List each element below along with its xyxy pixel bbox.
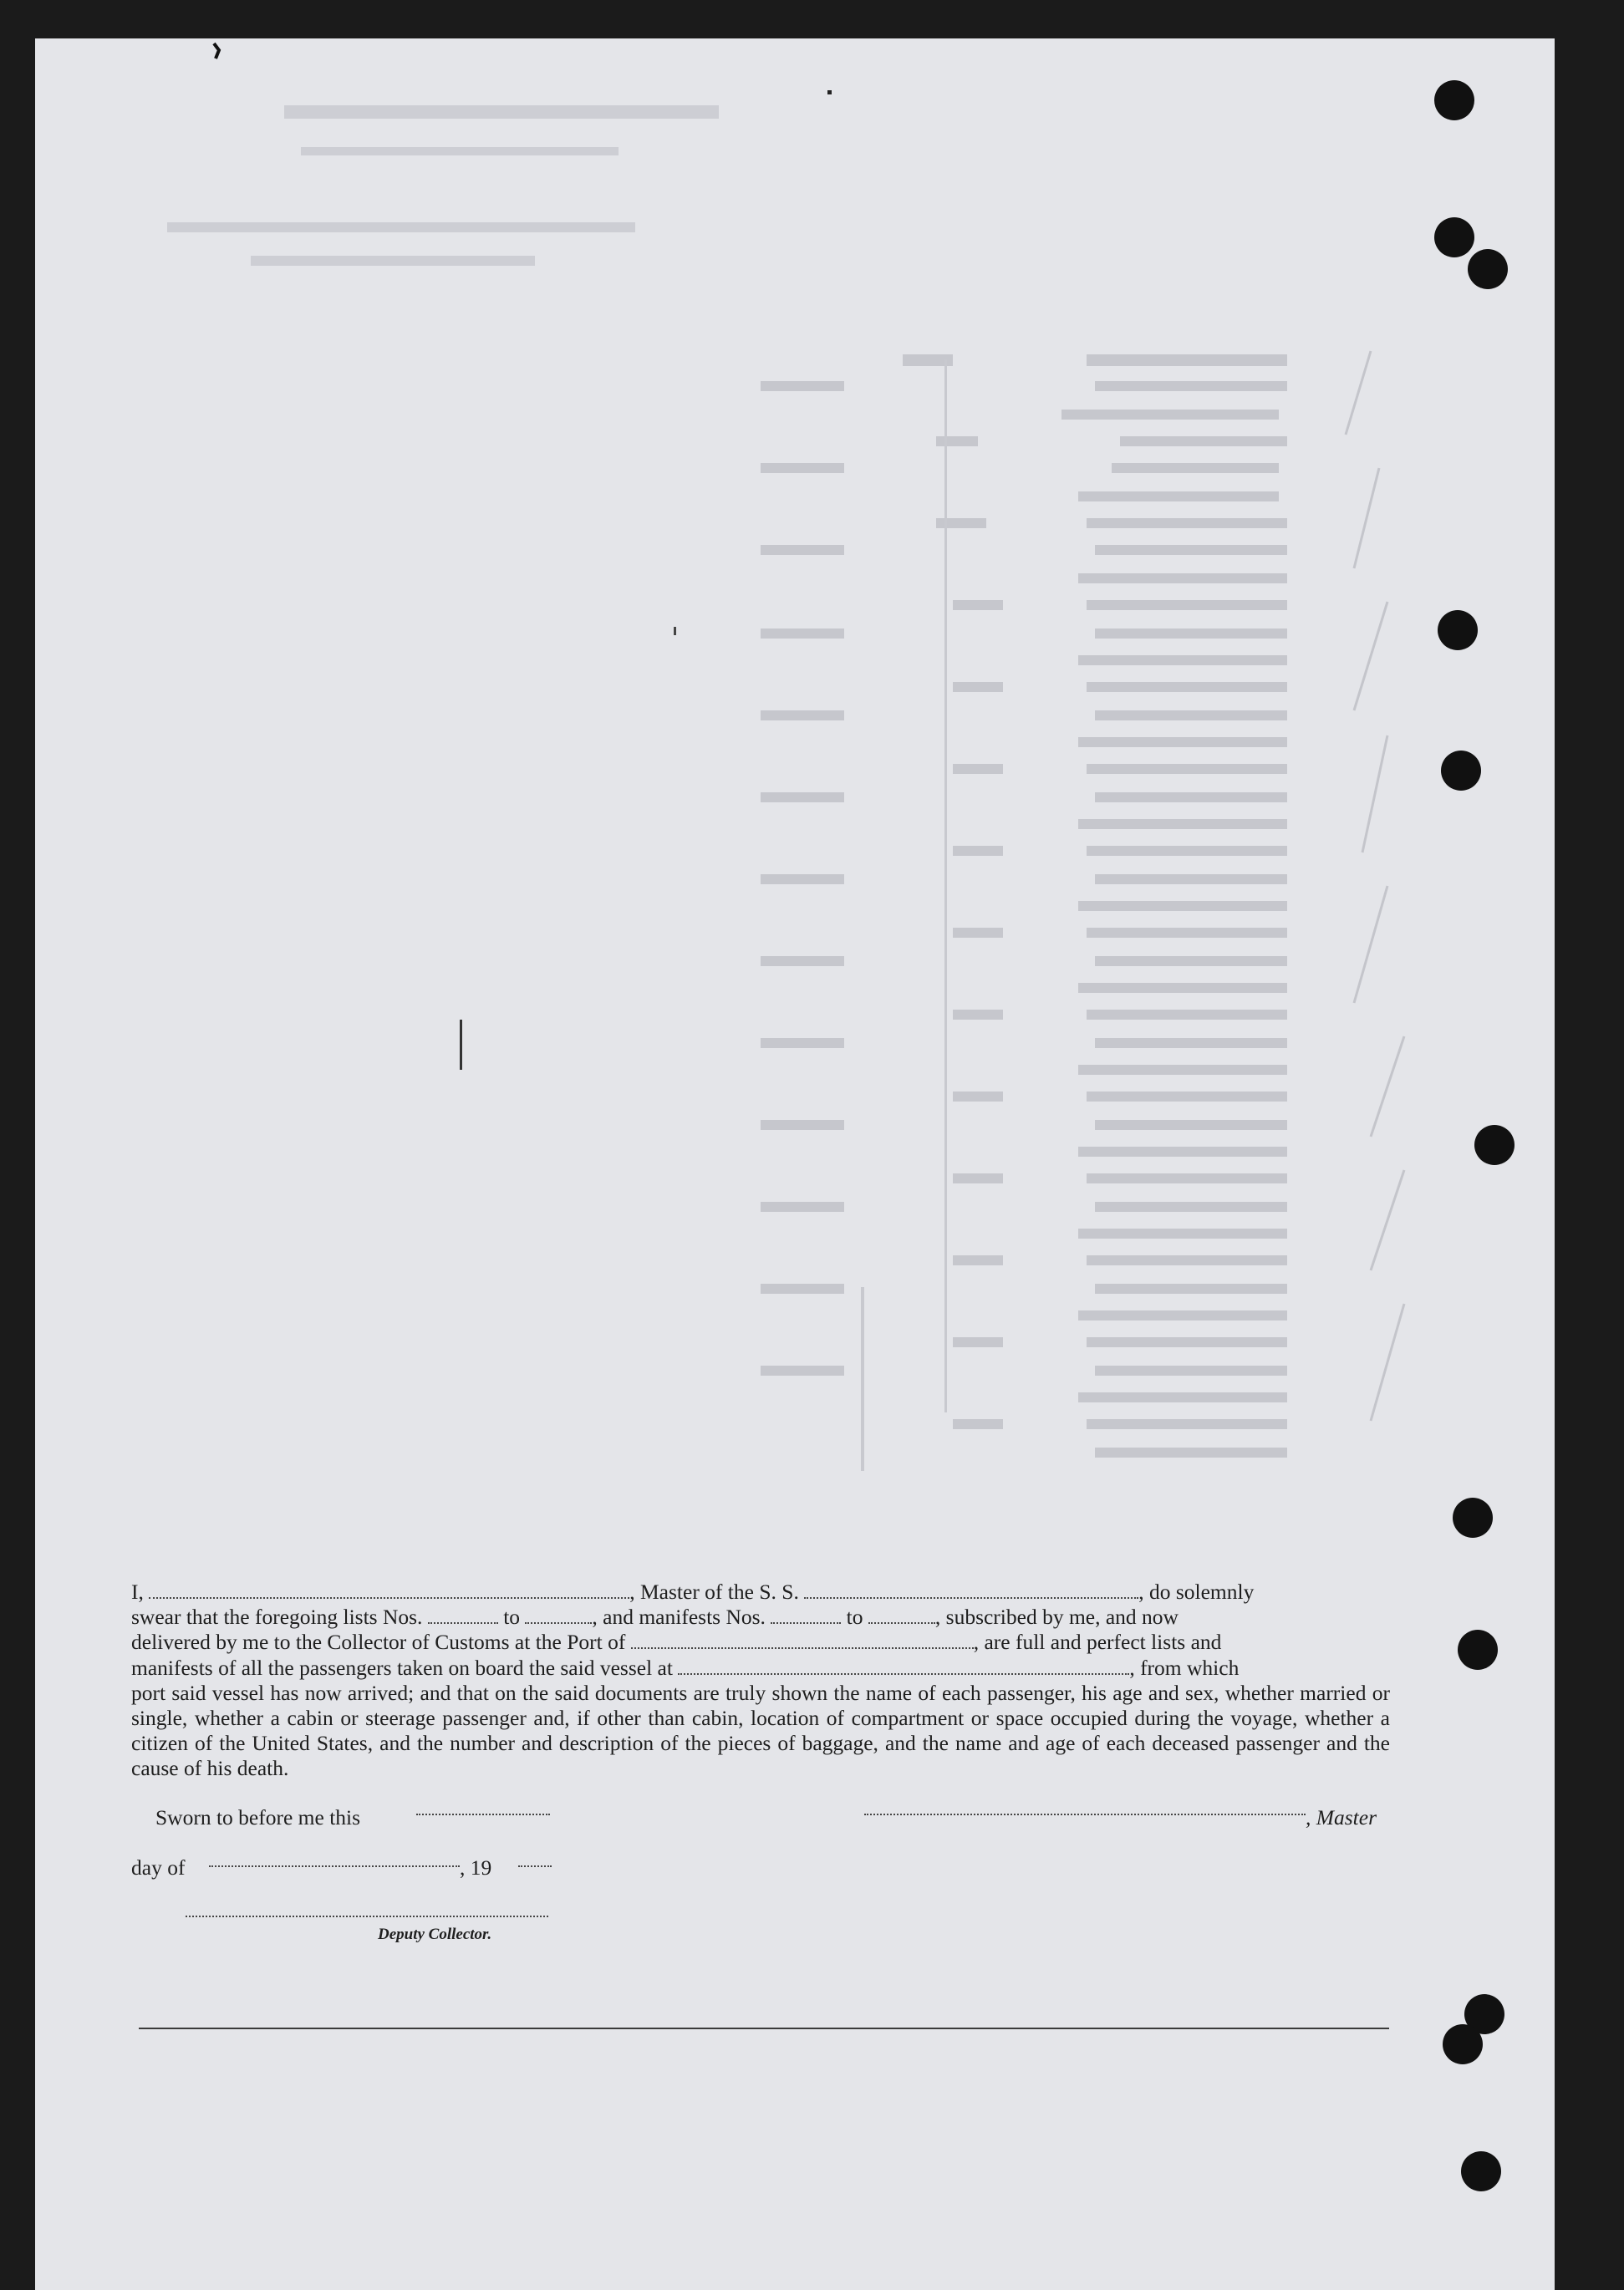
year-prefix-text: , 19 <box>460 1855 492 1880</box>
oath-line-4 <box>131 1656 1390 1681</box>
departure-port-blank <box>678 1658 1129 1675</box>
lists-nos-text: swear that the foregoing lists Nos. <box>131 1605 423 1630</box>
day-of-text: day of <box>131 1855 186 1880</box>
year-blank <box>518 1865 552 1867</box>
to-text: to <box>846 1605 863 1630</box>
deputy-signature-line <box>186 1916 548 1917</box>
master-name-blank <box>149 1582 629 1599</box>
full-perfect-text: , are full and perfect lists and <box>973 1630 1222 1655</box>
month-blank <box>209 1865 460 1867</box>
port-blank <box>631 1632 974 1649</box>
lists-from-blank <box>428 1607 498 1624</box>
oath-line-2 <box>131 1605 1390 1630</box>
master-signature-line <box>864 1814 1306 1815</box>
deputy-collector-label: Deputy Collector. <box>378 1926 492 1943</box>
master-of-text: , Master of the S. S. <box>629 1580 799 1604</box>
manifests-from-blank <box>771 1607 841 1624</box>
manifests-nos-text: , and manifests Nos. <box>592 1605 766 1630</box>
taken-on-board-text: manifests of all the passengers taken on board the said vessel at <box>131 1655 673 1680</box>
oath-line-3 <box>131 1630 1390 1655</box>
solemnly-text: , do solemnly <box>1138 1580 1255 1604</box>
from-which-text: , from which <box>1129 1655 1240 1680</box>
oath-rest-text: port said vessel has now arrived; and that on the said documents are truly shown the name of each passenger, his age and sex, whether married or single, whether a cabin or steerage passenger and, if other than cabin, location of compartment or space occupied during the voyage, whether a citizen of the United States, and the number and description of the pieces of baggage, and the name and age of each deceased passenger and the cause of his death. <box>131 1680 1390 1781</box>
oath-i-text: I, <box>131 1580 144 1604</box>
port-of-text: delivered by me to the Collector of Customs at the Port of <box>131 1630 626 1655</box>
sworn-date-blank <box>416 1814 550 1815</box>
oath-line-1 <box>131 1580 1390 1605</box>
master-label: , Master <box>1306 1805 1377 1829</box>
subscribed-text: , subscribed by me, and now <box>934 1605 1179 1630</box>
lists-to-blank <box>525 1607 592 1624</box>
bottom-rule <box>139 2028 1389 2029</box>
manifests-to-blank <box>868 1607 935 1624</box>
to-text: to <box>503 1605 521 1630</box>
sworn-text: Sworn to before me this <box>155 1805 361 1829</box>
oath-paragraph <box>131 1580 1390 1782</box>
ship-name-blank <box>804 1582 1138 1599</box>
